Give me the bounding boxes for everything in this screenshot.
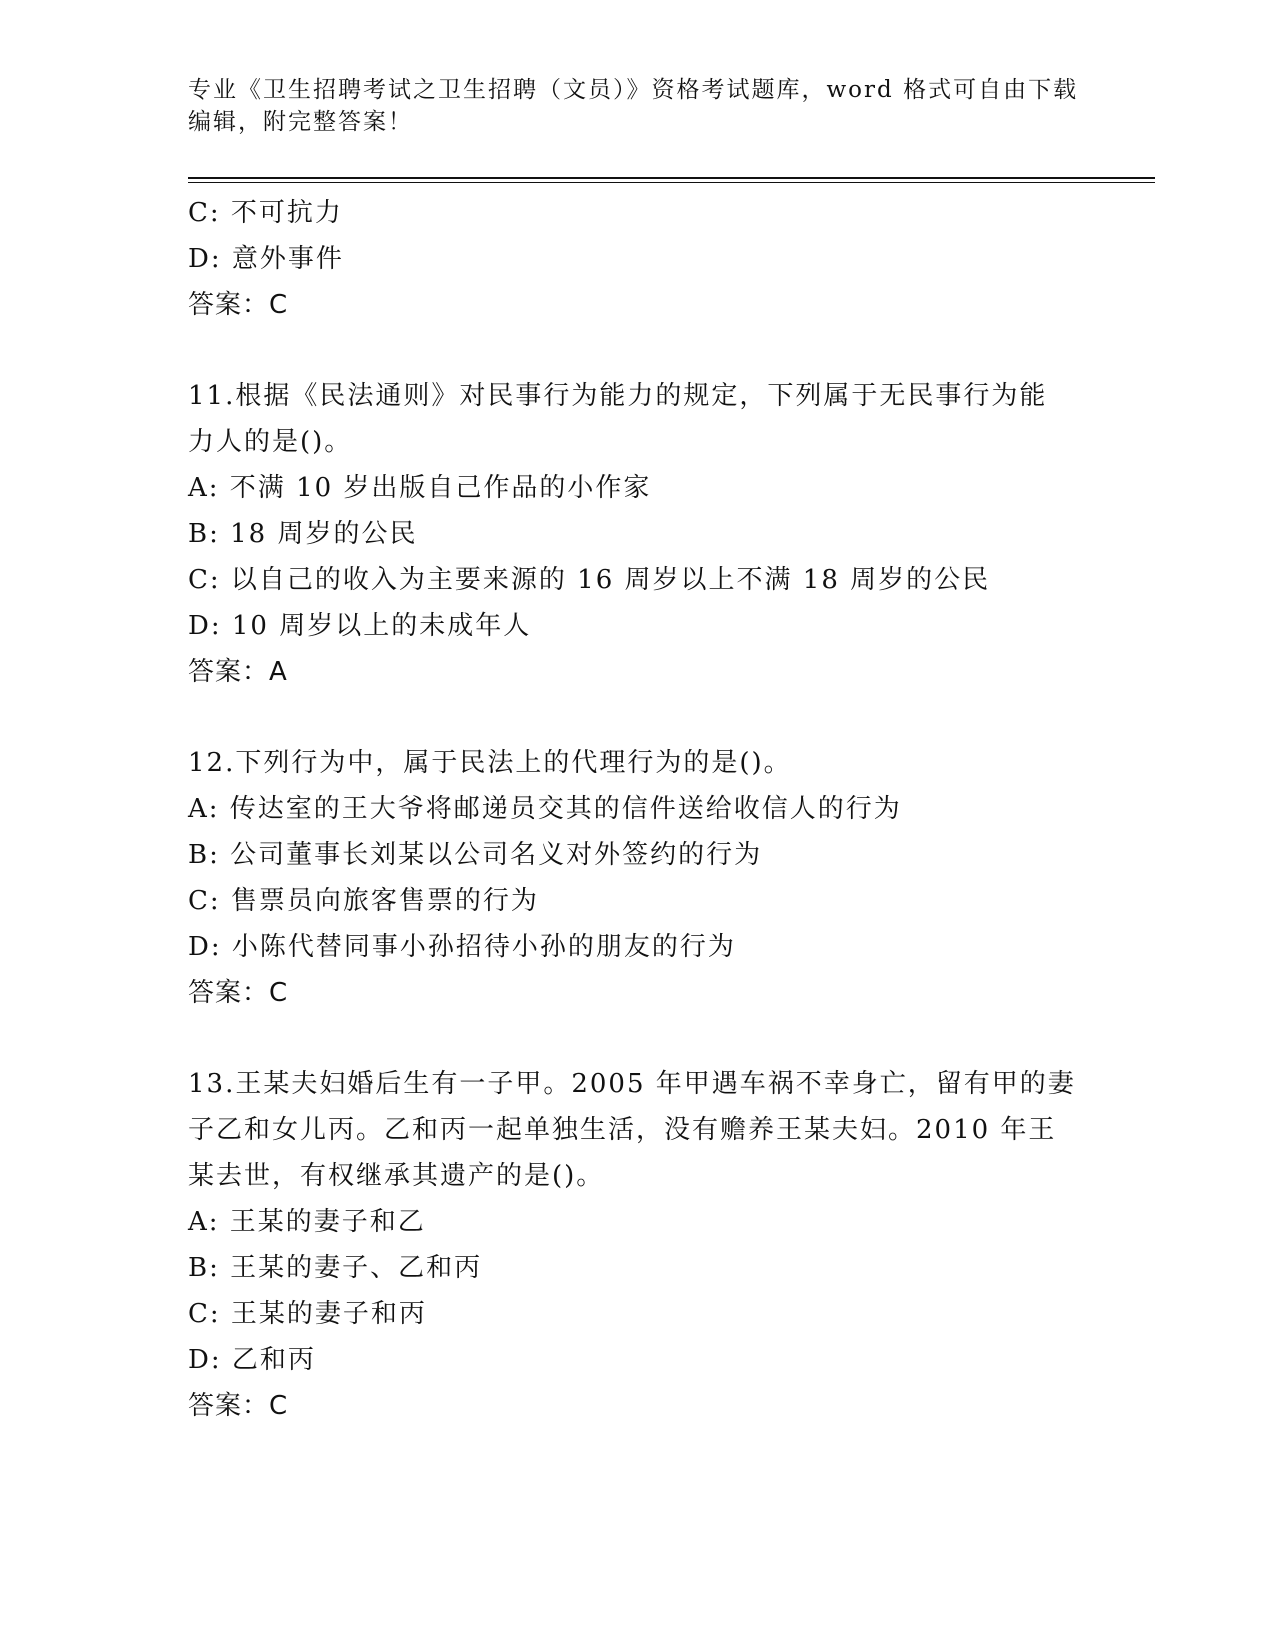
question-stem-cont: 某去世，有权继承其遗产的是()。 — [188, 1161, 605, 1191]
question-stem-cont: 子乙和女儿丙。乙和丙一起单独生活，没有赡养王某夫妇。2010 年王 — [188, 1115, 1057, 1145]
header-line-1: 专业《卫生招聘考试之卫生招聘（文员）》资格考试题库，word 格式可自由下载 — [188, 77, 1079, 103]
question-stem: 11.根据《民法通则》对民事行为能力的规定，下列属于无民事行为能 — [188, 381, 1048, 411]
option-d: D: 10 周岁以上的未成年人 — [188, 611, 532, 641]
question-12 — [188, 740, 1088, 1016]
question-13 — [188, 1061, 1088, 1429]
question-11 — [188, 373, 1088, 695]
option-d: D: 乙和丙 — [188, 1345, 316, 1375]
answer: 答案：A — [188, 657, 288, 687]
option-d: D: 意外事件 — [188, 244, 344, 274]
option-a: A: 传达室的王大爷将邮递员交其的信件送给收信人的行为 — [188, 794, 902, 824]
header-divider-thin — [188, 182, 1155, 183]
option-d: D: 小陈代替同事小孙招待小孙的朋友的行为 — [188, 932, 736, 962]
option-b: B: 公司董事长刘某以公司名义对外签约的行为 — [188, 840, 763, 870]
option-c: C: 以自己的收入为主要来源的 16 周岁以上不满 18 周岁的公民 — [188, 565, 991, 595]
header-divider-thick — [188, 177, 1155, 179]
option-b: B: 18 周岁的公民 — [188, 519, 418, 549]
question-stem: 12.下列行为中，属于民法上的代理行为的是()。 — [188, 748, 792, 778]
question-stem: 13.王某夫妇婚后生有一子甲。2005 年甲遇车祸不幸身亡，留有甲的妻 — [188, 1069, 1076, 1099]
option-c: C: 售票员向旅客售票的行为 — [188, 886, 539, 916]
answer: 答案：C — [188, 1391, 289, 1421]
option-c: C: 不可抗力 — [188, 198, 343, 228]
document-header — [188, 74, 1088, 138]
header-line-2: 编辑，附完整答案！ — [188, 109, 413, 135]
question-stem-cont: 力人的是()。 — [188, 427, 353, 457]
question-list — [188, 190, 1088, 1429]
answer: 答案：C — [188, 290, 289, 320]
option-b: B: 王某的妻子、乙和丙 — [188, 1253, 483, 1283]
previous-question-tail — [188, 190, 1088, 328]
option-c: C: 王某的妻子和丙 — [188, 1299, 427, 1329]
option-a: A: 王某的妻子和乙 — [188, 1207, 426, 1237]
answer: 答案：C — [188, 978, 289, 1008]
option-a: A: 不满 10 岁出版自己作品的小作家 — [188, 473, 652, 503]
